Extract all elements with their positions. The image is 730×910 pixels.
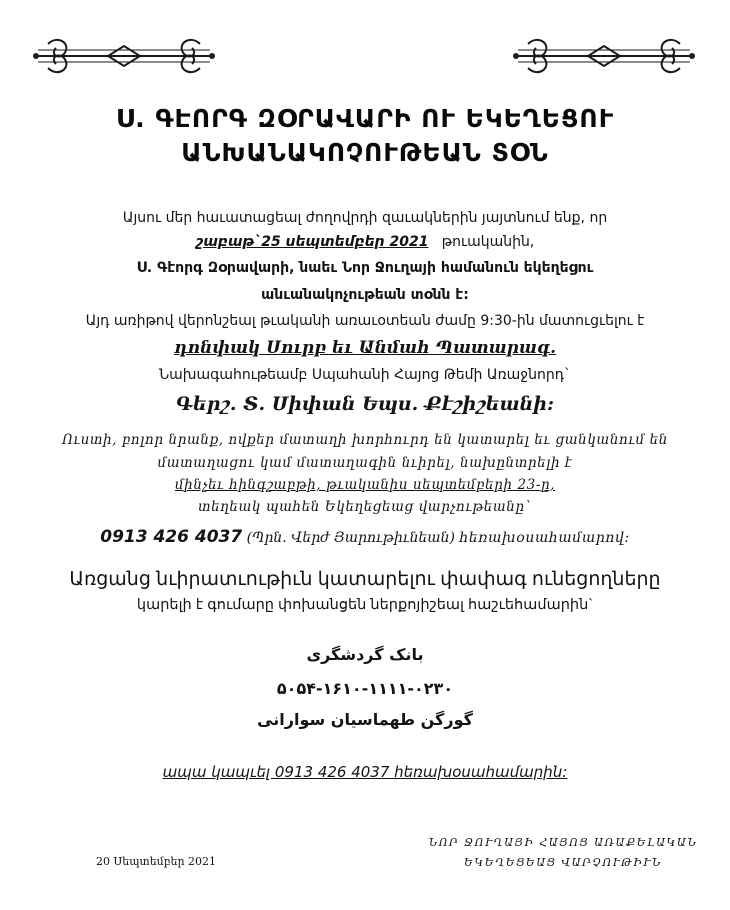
footer-date: 20 Սեպտեմբեր 2021 [96, 855, 217, 868]
page-title-line1: Ս. ԳԷՈՐԳ ԶՕՐԱՎԱՐԻ ՈՒ ԵԿԵՂԵՑՈՒ [115, 104, 615, 133]
bank-account-number: ۵۰۵۴-۱۶۱۰-۱۱۱۱-۰۲۳۰ [276, 679, 454, 698]
date-suffix: թուականին, [441, 234, 535, 250]
online-donation-sub: կարելի է գումարը փոխանցեն ներքոյիշեալ հաշւեհամարին` [136, 597, 594, 613]
intro-text: Այսու մեր հաւատացեալ ժողովրդի զաւակներին յայտնում ենք, որ [122, 210, 608, 226]
bank-name: بانک گردشگری [306, 645, 424, 664]
phone-line [0, 527, 730, 547]
paragraph-line4: տեղեակ պահեն Եկեղեցեաց վարչութեանը` [197, 499, 533, 515]
date-line [0, 234, 730, 250]
phone-contact: (Պրն. Վերժ Յարութիւնեան) [246, 530, 455, 546]
paragraph-line2: մատաղացու կամ մատաղագին նւիրել, նախընտրելի է [157, 455, 573, 471]
footer-org-line2: ԵԿԵՂԵՑԵԱՑ ՎԱՐՉՈՒԹԻՒՆ [464, 856, 662, 869]
right-ornament-icon [508, 36, 700, 76]
church-name-line: Ս. Գէորգ Զօրավարի, նաեւ Նոր Ջուղայի համանուն եկեղեցու [136, 260, 594, 276]
event-date: շաբաթ`25 սեպտեմբեր 2021 [195, 234, 429, 250]
left-ornament-icon [28, 36, 220, 76]
phone-suffix: հեռախօսահամարով: [459, 530, 630, 546]
deadline-line: մինչեւ հինգշաբթի, թւականիս սեպտեմբերի 23-ը, [174, 477, 556, 493]
page-title-line2: ԱՆԽԱՆԱԿՈՉՈՒԹԵԱՆ ՏՕՆ [181, 138, 549, 167]
feast-line: անւանակոչութեան տօնն է: [261, 287, 469, 303]
online-donation-heading: Առցանց նւիրատւութիւն կատարելու փափագ ունեցողները [69, 569, 661, 590]
paragraph-line1: Ուստի, բոլոր նրանք, ովքեր մատաղի խորհուրդ են կատարել եւ ցանկանում են [62, 432, 668, 448]
footer-org-line1: ՆՈՐ ՋՈՒՂԱՅԻ ՀԱՅՈՑ ԱՌԱՔԵԼԱԿԱՆ [428, 836, 698, 849]
phone-number: 0913 426 4037 [100, 527, 243, 547]
account-holder: گورگن طهماسیان سوارانی [257, 710, 473, 729]
contact-line: ապա կապւել 0913 426 4037 հեռախօսահամարին: [162, 763, 568, 781]
bishop-name: Գերշ. Տ. Սիփան Եպս. Քէշիշեանի: [175, 393, 555, 415]
presiding-line: Նախագահութեամբ Սպահանի Հայոց Թեմի Առաջնորդ` [158, 367, 572, 383]
liturgy-time-line: Այդ առիթով վերոնշեալ թւականի առաւօտեան ժամը 9:30-ին մատուցւելու է [85, 313, 645, 329]
liturgy-title: դոնփակ Սուրբ եւ Անմահ Պատարագ. [173, 338, 556, 358]
